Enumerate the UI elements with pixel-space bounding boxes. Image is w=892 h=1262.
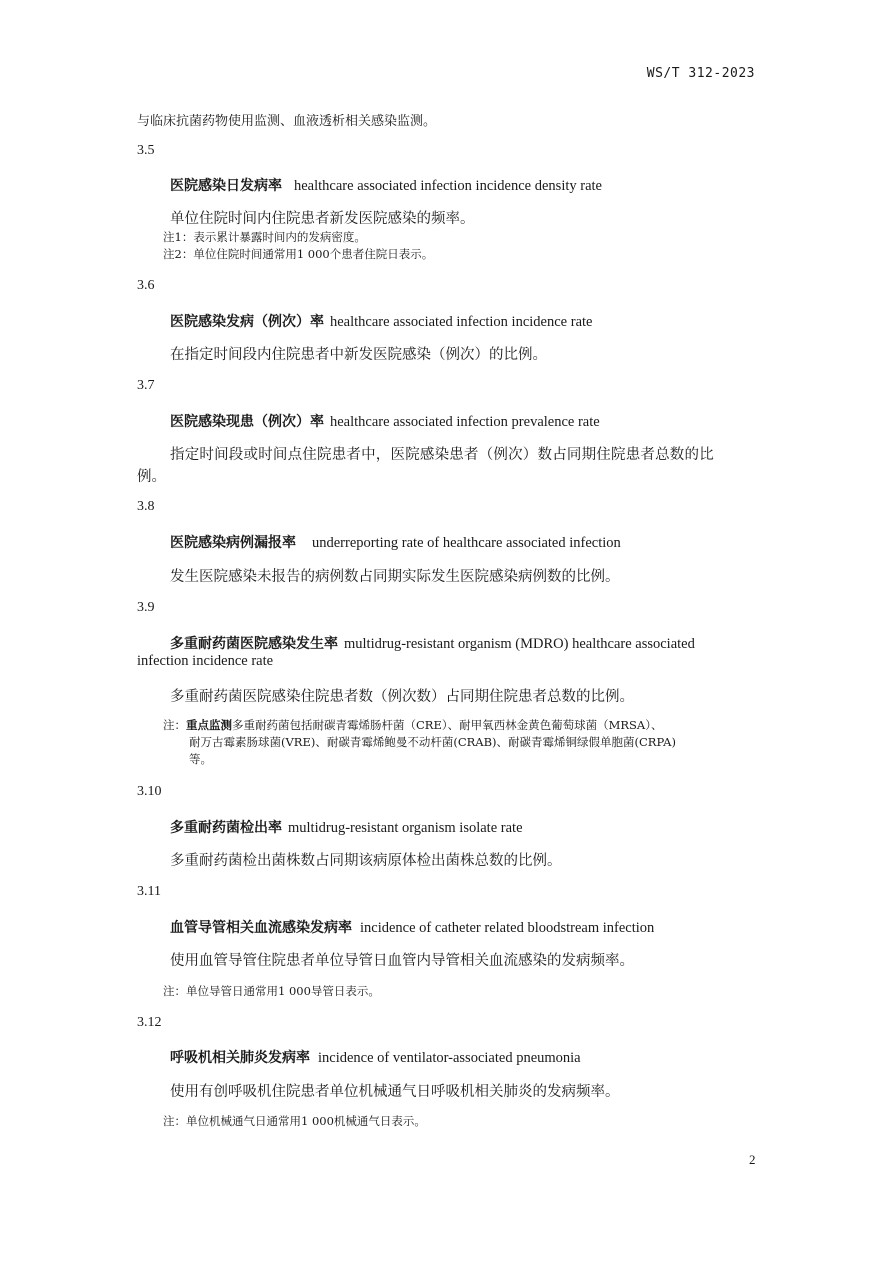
term-english: multidrug-resistant organism isolate rate [288,820,523,836]
definition: 单位住院时间内住院患者新发医院感染的频率。 [170,211,475,227]
section-number: 3.11 [137,884,161,899]
note: 注：单位机械通气日通常用1 000机械通气日表示。 [163,1114,426,1128]
definition: 指定时间段或时间点住院患者中，医院感染患者（例次）数占同期住院患者总数的比 [170,447,714,463]
term-english: healthcare associated infection incidence density rate [294,178,602,194]
term-heading [170,175,602,195]
standard-code: WS/T 312-2023 [646,66,755,81]
term-english: healthcare associated infection prevalence rate [330,414,600,430]
section-number: 3.5 [137,143,155,158]
definition-continued: 例。 [137,469,166,485]
section-number: 3.8 [137,499,155,514]
note: 注1：表示累计暴露时间内的发病密度。 [163,230,366,244]
definition: 多重耐药菌医院感染住院患者数（例次数）占同期住院患者总数的比例。 [170,689,634,705]
term-heading [170,917,654,937]
term-english: incidence of ventilator-associated pneumonia [318,1050,581,1066]
page-number: 2 [749,1152,756,1167]
note [163,717,662,733]
section-number: 3.10 [137,784,162,799]
section-number: 3.7 [137,378,155,393]
term-chinese: 呼吸机相关肺炎发病率 [170,1050,310,1066]
definition: 发生医院感染未报告的病例数占同期实际发生医院感染病例数的比例。 [170,569,620,585]
term-english: underreporting rate of healthcare associated infection [312,535,621,551]
term-english: incidence of catheter related bloodstream infection [360,920,655,936]
definition: 在指定时间段内住院患者中新发医院感染（例次）的比例。 [170,347,547,363]
term-chinese: 医院感染日发病率 [170,178,282,194]
term-heading [170,633,695,653]
term-chinese: 医院感染病例漏报率 [170,535,296,551]
note-bold: 重点监测 [186,718,232,732]
term-heading [170,411,600,431]
note: 注2：单位住院时间通常用1 000个患者住院日表示。 [163,247,434,261]
section-number: 3.9 [137,600,155,615]
term-heading [170,311,592,331]
term-heading [170,817,523,837]
term-english-continued: infection incidence rate [137,653,274,669]
term-chinese: 多重耐药菌检出率 [170,820,282,836]
definition: 使用血管导管住院患者单位导管日血管内导管相关血流感染的发病频率。 [170,953,634,969]
term-chinese: 血管导管相关血流感染发病率 [170,920,352,936]
section-number: 3.6 [137,278,155,293]
intro-text: 与临床抗菌药物使用监测、血液透析相关感染监测。 [137,114,437,129]
term-heading [170,1047,581,1067]
note-label: 注： [163,718,186,732]
note-continued: 耐万古霉素肠球菌(VRE)、耐碳青霉烯鲍曼不动杆菌(CRAB)、耐碳青霉烯铜绿假单胞菌(CRPA) [189,735,676,749]
section-number: 3.12 [137,1015,162,1030]
note-text: 多重耐药菌包括耐碳青霉烯肠杆菌（CRE）、耐甲氧西林金黄色葡萄球菌（MRSA）、 [232,718,663,732]
term-heading [170,532,621,552]
definition: 使用有创呼吸机住院患者单位机械通气日呼吸机相关肺炎的发病频率。 [170,1084,620,1100]
term-chinese: 医院感染发病（例次）率 [170,314,324,330]
term-chinese: 医院感染现患（例次）率 [170,414,324,430]
term-chinese: 多重耐药菌医院感染发生率 [170,636,338,652]
note: 注：单位导管日通常用1 000导管日表示。 [163,984,380,998]
term-english: healthcare associated infection incidence rate [330,314,593,330]
term-english: multidrug-resistant organism (MDRO) healthcare associated [344,636,695,652]
note-continued: 等。 [189,752,212,766]
definition: 多重耐药菌检出菌株数占同期该病原体检出菌株总数的比例。 [170,853,562,869]
